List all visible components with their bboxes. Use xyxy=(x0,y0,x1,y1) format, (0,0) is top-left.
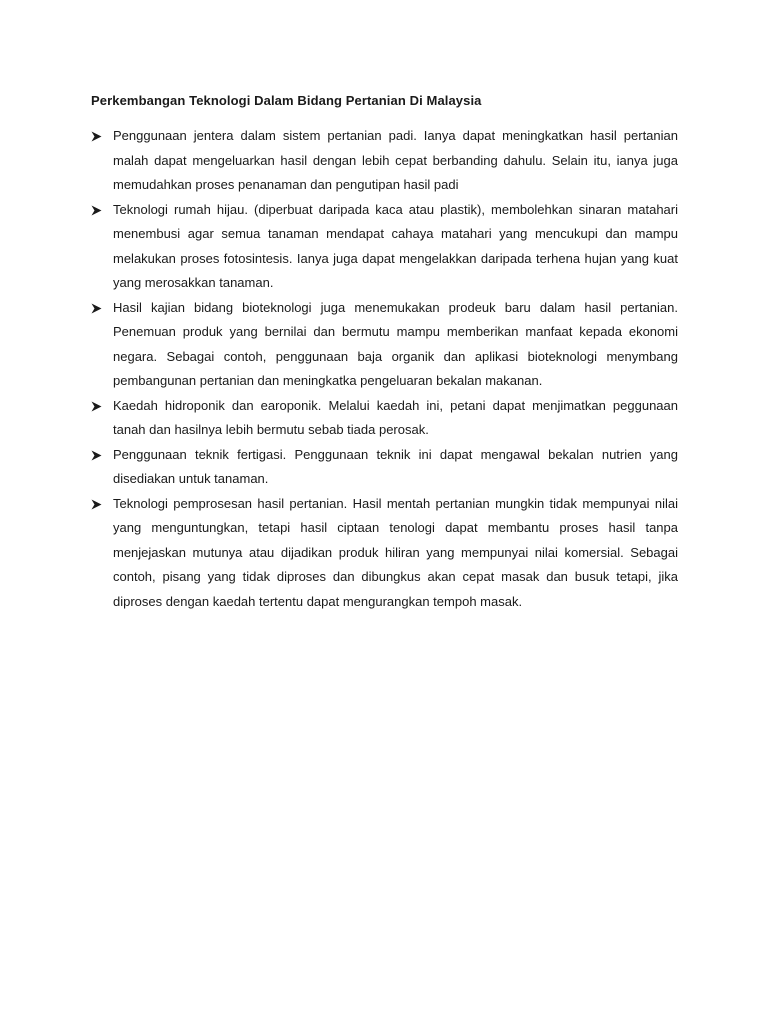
arrowhead-bullet-icon xyxy=(91,296,103,321)
bullet-list xyxy=(91,124,678,614)
list-item xyxy=(91,394,678,443)
arrowhead-bullet-icon xyxy=(91,394,103,419)
list-item xyxy=(91,492,678,615)
arrowhead-bullet-icon xyxy=(91,124,103,149)
document-page xyxy=(91,91,678,614)
list-item-text: Teknologi pemprosesan hasil pertanian. Hasil mentah pertanian mungkin tidak mempunyai nilai yang menguntungkan, tetapi hasil ciptaan tenologi dapat membantu proses hasil tanpa menjejaskan mutunya atau dijadikan produk hiliran yang mempunyai nilai komersial. Sebagai contoh, pisang yang tidak diproses dan dibungkus akan cepat masak dan busuk tetapi, jika diproses dengan kaedah tertentu dapat mengurangkan tempoh masak. xyxy=(113,495,678,609)
list-item-text: Hasil kajian bidang bioteknologi juga menemukakan prodeuk baru dalam hasil pertanian. Penemuan produk yang bernilai dan bermutu mampu memberikan manfaat kepada ekonomi negara. Sebagai contoh, penggunaan baja organik dan aplikasi bioteknologi menymbang pembangunan pertanian dan meningkatka pengeluaran bekalan makanan. xyxy=(113,299,678,388)
list-item xyxy=(91,124,678,198)
list-item xyxy=(91,198,678,296)
arrowhead-bullet-icon xyxy=(91,443,103,468)
list-item xyxy=(91,443,678,492)
document-title: Perkembangan Teknologi Dalam Bidang Pertanian Di Malaysia xyxy=(91,93,482,108)
list-item-text: Penggunaan teknik fertigasi. Penggunaan teknik ini dapat mengawal bekalan nutrien yang disediakan untuk tanaman. xyxy=(113,446,678,486)
arrowhead-bullet-icon xyxy=(91,198,103,223)
list-item-text: Penggunaan jentera dalam sistem pertanian padi. Ianya dapat meningkatkan hasil pertanian malah dapat mengeluarkan hasil dengan lebih cepat berbanding dahulu. Selain itu, ianya juga memudahkan proses penanaman dan pengutipan hasil padi xyxy=(113,128,678,192)
list-item-text: Kaedah hidroponik dan earoponik. Melalui kaedah ini, petani dapat menjimatkan peggunaan tanah dan hasilnya lebih bermutu sebab tiada perosak. xyxy=(113,397,678,437)
arrowhead-bullet-icon xyxy=(91,492,103,517)
list-item xyxy=(91,296,678,394)
list-item-text: Teknologi rumah hijau. (diperbuat daripada kaca atau plastik), membolehkan sinaran matahari menembusi agar semua tanaman mendapat cahaya matahari yang mencukupi dan mampu melakukan proses fotosintesis. Ianya juga dapat mengelakkan daripada terhena hujan yang kuat yang merosakkan tanaman. xyxy=(113,201,678,290)
